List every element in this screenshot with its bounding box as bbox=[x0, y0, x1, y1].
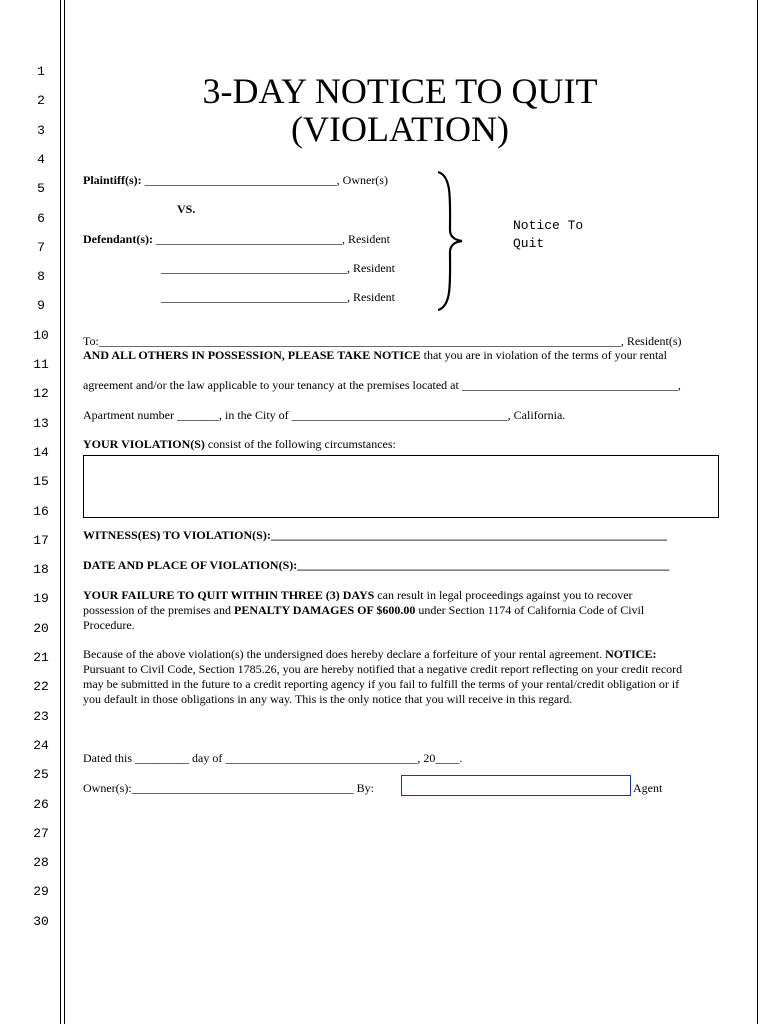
line-number: 5 bbox=[37, 181, 45, 197]
resident-suffix: , Resident bbox=[342, 232, 390, 246]
owner-signature-line bbox=[83, 781, 374, 795]
owner-suffix: , Owner(s) bbox=[336, 173, 388, 187]
premises-line bbox=[83, 378, 681, 392]
line-number: 22 bbox=[33, 679, 49, 695]
credit-line-2: may be submitted in the future to a credit reporting agency if you fail to fulfill the terms of your rental/credit obligation or if bbox=[83, 677, 680, 691]
defendant-label: Defendant(s): bbox=[83, 232, 153, 246]
resident-suffix: , Resident bbox=[347, 261, 395, 275]
caption-brace bbox=[434, 170, 466, 312]
violations-line bbox=[83, 437, 396, 451]
notice-label-1: Notice To bbox=[513, 218, 584, 233]
plaintiff-field[interactable]: ________________________________ bbox=[144, 173, 337, 187]
day-field[interactable]: _________ bbox=[135, 751, 189, 765]
notice-bold: NOTICE: bbox=[605, 647, 657, 661]
line-number: 6 bbox=[37, 210, 45, 226]
line-number: 8 bbox=[37, 269, 45, 285]
line-number: 24 bbox=[33, 737, 49, 753]
year-prefix: , 20 bbox=[417, 751, 436, 765]
dated-this: Dated this bbox=[83, 751, 135, 765]
line-number: 26 bbox=[33, 796, 49, 812]
violations-label: YOUR VIOLATION(S) bbox=[83, 437, 205, 451]
owner-label: Owner(s): bbox=[83, 781, 132, 795]
forfeit-text: Because of the above violation(s) the undersigned does hereby declare a forfeiture of your rental agreement. bbox=[83, 647, 606, 661]
year-field[interactable]: ____ bbox=[435, 751, 460, 765]
year-suffix: . bbox=[459, 751, 463, 765]
line-number: 2 bbox=[37, 93, 45, 109]
line-number: 15 bbox=[33, 474, 49, 490]
violations-textbox[interactable] bbox=[83, 455, 719, 518]
apartment-line bbox=[83, 408, 565, 422]
apartment-field[interactable]: _______ bbox=[176, 408, 219, 422]
credit-line-3: you default in those obligations in any way. This is the only notice that you will receive in this regard. bbox=[83, 692, 573, 706]
line-number: 4 bbox=[37, 151, 45, 167]
date-place-line bbox=[83, 558, 669, 572]
line-number: 13 bbox=[33, 415, 49, 431]
agent-label: Agent bbox=[633, 781, 663, 795]
defendant-line bbox=[83, 232, 390, 246]
line-number: 1 bbox=[37, 64, 45, 79]
day-of: day of bbox=[189, 751, 226, 765]
plaintiff-line bbox=[83, 173, 388, 187]
line-number: 7 bbox=[37, 239, 45, 255]
procedure-line: Procedure. bbox=[83, 618, 135, 632]
defendant-field[interactable]: _______________________________ bbox=[156, 232, 342, 246]
left-margin-rule-inner bbox=[64, 0, 65, 1024]
left-margin-rule bbox=[60, 0, 61, 1024]
line-number: 21 bbox=[33, 650, 49, 665]
notice-label-2: Quit bbox=[513, 236, 545, 251]
credit-line-1: Pursuant to Civil Code, Section 1785.26, you are hereby notified that a negative credit report reflecting on your credit record bbox=[83, 662, 683, 676]
premises-field[interactable]: ____________________________________ bbox=[461, 378, 678, 392]
to-line bbox=[83, 334, 681, 348]
witness-label: WITNESS(ES) TO VIOLATION(S): bbox=[83, 528, 271, 542]
penalty-rest: under Section 1174 of California Code of Civil bbox=[415, 603, 645, 617]
failure-line bbox=[83, 588, 633, 602]
violations-rest: consist of the following circumstances: bbox=[204, 437, 396, 451]
vs-label: VS. bbox=[177, 202, 196, 216]
line-number: 9 bbox=[37, 298, 45, 314]
defendant-field-3[interactable]: _______________________________ bbox=[161, 290, 347, 304]
defendant-line-3 bbox=[161, 290, 395, 304]
witness-line bbox=[83, 528, 667, 542]
line-number: 16 bbox=[33, 503, 49, 519]
line-number: 14 bbox=[33, 444, 49, 460]
line-number: 30 bbox=[33, 913, 49, 929]
right-margin-rule bbox=[757, 0, 758, 1024]
agreement-text: agreement and/or the law applicable to your tenancy at the premises located at bbox=[83, 378, 462, 392]
city-field[interactable]: ____________________________________ bbox=[291, 408, 508, 422]
penalty-bold: PENALTY DAMAGES OF $600.00 bbox=[233, 603, 416, 617]
page-title-line1: 3-DAY NOTICE TO QUIT bbox=[202, 71, 598, 111]
line-number: 3 bbox=[37, 122, 45, 138]
defendant-line-2 bbox=[161, 261, 395, 275]
line-number: 17 bbox=[33, 532, 49, 548]
line-number: 10 bbox=[33, 327, 49, 343]
line-number: 25 bbox=[33, 767, 49, 783]
agent-signature-input[interactable] bbox=[401, 775, 631, 796]
possession-line bbox=[83, 603, 644, 617]
all-others-bold: AND ALL OTHERS IN POSSESSION, PLEASE TAKE NOTICE bbox=[83, 348, 421, 362]
dated-line bbox=[83, 751, 462, 765]
line-number: 23 bbox=[33, 708, 49, 724]
line-number: 29 bbox=[33, 884, 49, 900]
date-place-label: DATE AND PLACE OF VIOLATION(S): bbox=[83, 558, 298, 572]
line-number: 12 bbox=[33, 386, 49, 402]
failure-bold: YOUR FAILURE TO QUIT WITHIN THREE (3) DAYS bbox=[83, 588, 375, 602]
city-suffix: , California. bbox=[507, 408, 566, 422]
line-number: 19 bbox=[33, 591, 49, 607]
to-field[interactable]: _______________________________________________________________________________________ bbox=[98, 334, 621, 348]
line-number: 20 bbox=[33, 620, 49, 636]
possession-text: possession of the premises and bbox=[83, 603, 234, 617]
line-number: 11 bbox=[33, 357, 49, 372]
notice-line bbox=[83, 348, 667, 362]
line-number: 28 bbox=[33, 855, 49, 871]
line-number: 27 bbox=[33, 825, 49, 841]
city-text: , in the City of bbox=[218, 408, 292, 422]
date-place-field[interactable]: ______________________________________________________________ bbox=[297, 558, 670, 572]
defendant-field-2[interactable]: _______________________________ bbox=[161, 261, 347, 275]
residents-suffix: , Resident(s) bbox=[620, 334, 682, 348]
page-title-line2: (VIOLATION) bbox=[291, 109, 509, 149]
to-label: To: bbox=[83, 334, 99, 348]
resident-suffix: , Resident bbox=[347, 290, 395, 304]
failure-rest: can result in legal proceedings against you to recover bbox=[374, 588, 633, 602]
forfeit-line bbox=[83, 647, 656, 661]
all-others-rest: that you are in violation of the terms of your rental bbox=[420, 348, 667, 362]
by-label: By: bbox=[353, 781, 374, 795]
plaintiff-label: Plaintiff(s): bbox=[83, 173, 142, 187]
owner-field[interactable]: _____________________________________ bbox=[131, 781, 354, 795]
apt-prefix: Apartment number bbox=[83, 408, 177, 422]
premises-suffix: , bbox=[677, 378, 681, 392]
witness-field[interactable]: __________________________________________________________________ bbox=[270, 528, 667, 542]
month-field[interactable]: ________________________________ bbox=[225, 751, 418, 765]
line-number: 18 bbox=[33, 562, 49, 578]
